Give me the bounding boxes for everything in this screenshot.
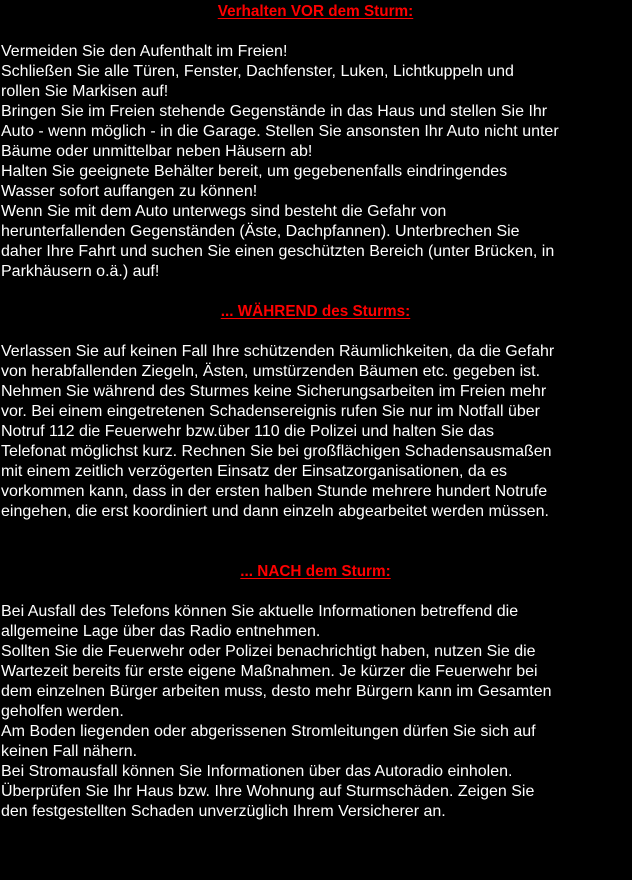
spacer	[1, 582, 630, 602]
text-line: Überprüfen Sie Ihr Haus bzw. Ihre Wohnung auf Sturmschäden. Zeigen Sie	[1, 783, 535, 800]
text-line: Schließen Sie alle Türen, Fenster, Dachfenster, Luken, Lichtkuppeln und	[1, 63, 514, 80]
text-line: allgemeine Lage über das Radio entnehmen.	[1, 623, 321, 640]
text-line: Notruf 112 die Feuerwehr bzw.über 110 die Polizei und halten Sie das	[1, 423, 495, 440]
spacer	[1, 522, 630, 562]
text-line: vor. Bei einem eingetretenen Schadensereignis rufen Sie nur im Notfall über	[1, 403, 540, 420]
text-line: von herabfallenden Ziegeln, Ästen, umstürzenden Bäumen etc. gegeben ist.	[1, 363, 541, 380]
text-line: Wenn Sie mit dem Auto unterwegs sind besteht die Gefahr von	[1, 203, 447, 220]
text-line: Verlassen Sie auf keinen Fall Ihre schützenden Räumlichkeiten, da die Gefahr	[1, 343, 555, 360]
section-before-storm-text	[1, 42, 630, 282]
text-line: Parkhäusern o.ä.) auf!	[1, 263, 160, 280]
text-line: Nehmen Sie während des Sturmes keine Sicherungsarbeiten im Freien mehr	[1, 383, 547, 400]
text-line: Am Boden liegenden oder abgerissenen Stromleitungen dürfen Sie sich auf	[1, 723, 536, 740]
spacer	[1, 322, 630, 342]
text-line: Halten Sie geeignete Behälter bereit, um gegebenenfalls eindringendes	[1, 163, 508, 180]
section-during-storm-text	[1, 342, 630, 522]
text-line: daher Ihre Fahrt und suchen Sie einen geschützten Bereich (unter Brücken, in	[1, 243, 555, 260]
text-line: vorkommen kann, dass in der ersten halben Stunde mehrere hundert Notrufe	[1, 483, 548, 500]
text-line: dem einzelnen Bürger arbeiten muss, desto mehr Bürgern kann im Gesamten	[1, 683, 552, 700]
text-line: Vermeiden Sie den Aufenthalt im Freien!	[1, 43, 288, 60]
text-line: Bäume oder unmittelbar neben Häusern ab!	[1, 143, 313, 160]
text-line: Sollten Sie die Feuerwehr oder Polizei benachrichtigt haben, nutzen Sie die	[1, 643, 536, 660]
text-line: herunterfallenden Gegenständen (Äste, Dachpfannen). Unterbrechen Sie	[1, 223, 520, 240]
text-line: mit einem zeitlich verzögerten Einsatz der Einsatzorganisationen, da es	[1, 463, 508, 480]
spacer	[1, 282, 630, 302]
text-line: den festgestellten Schaden unverzüglich Ihrem Versicherer an.	[1, 803, 446, 820]
heading-during-storm: ... WÄHREND des Sturms:	[220, 303, 411, 320]
text-line: Wasser sofort auffangen zu können!	[1, 183, 258, 200]
text-line: Bei Ausfall des Telefons können Sie aktuelle Informationen betreffend die	[1, 603, 519, 620]
text-line: Auto - wenn möglich - in die Garage. Stellen Sie ansonsten Ihr Auto nicht unter	[1, 123, 559, 140]
spacer	[1, 22, 630, 42]
text-line: Wartezeit bereits für erste eigene Maßnahmen. Je kürzer die Feuerwehr bei	[1, 663, 538, 680]
text-line: Bei Stromausfall können Sie Informationen über das Autoradio einholen.	[1, 763, 513, 780]
text-line: geholfen werden.	[1, 703, 124, 720]
text-line: Telefonat möglichst kurz. Rechnen Sie bei großflächigen Schadensausmaßen	[1, 443, 552, 460]
heading-before-storm: Verhalten VOR dem Sturm:	[217, 3, 414, 20]
text-line: Bringen Sie im Freien stehende Gegenstände in das Haus und stellen Sie Ihr	[1, 103, 548, 120]
text-line: keinen Fall nähern.	[1, 743, 138, 760]
heading-after-storm: ... NACH dem Sturm:	[240, 563, 391, 580]
text-line: rollen Sie Markisen auf!	[1, 83, 169, 100]
text-line: eingehen, die erst koordiniert und dann einzeln abgearbeitet werden müssen.	[1, 503, 549, 520]
section-after-storm-text	[1, 602, 630, 822]
